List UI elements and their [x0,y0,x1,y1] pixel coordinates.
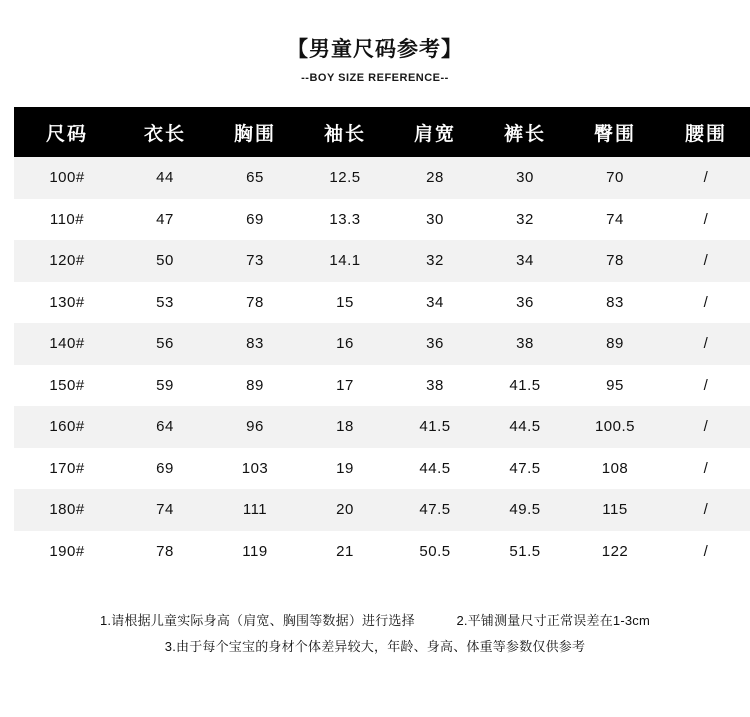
notes-block [0,608,750,660]
cell-pants-length: 47.5 [480,448,570,490]
cell-length: 50 [120,240,210,282]
table-row [14,157,750,199]
note-line-1 [14,608,736,634]
cell-pants-length: 34 [480,240,570,282]
cell-bust: 111 [210,489,300,531]
cell-hip: 89 [570,323,660,365]
note-1-text: 1.请根据儿童实际身高（肩宽、胸围等数据）进行选择 [99,613,415,628]
cell-size: 130# [14,282,120,324]
cell-size: 190# [14,531,120,573]
column-header-length: 衣长 [120,107,210,157]
cell-pants-length: 38 [480,323,570,365]
column-header-sleeve: 袖长 [300,107,390,157]
cell-bust: 103 [210,448,300,490]
cell-size: 140# [14,323,120,365]
table-row [14,282,750,324]
cell-pants-length: 32 [480,199,570,241]
cell-bust: 96 [210,406,300,448]
column-header-hip: 臀围 [570,107,660,157]
cell-length: 64 [120,406,210,448]
cell-size: 100# [14,157,120,199]
cell-waist: / [660,240,750,282]
cell-waist: / [660,448,750,490]
cell-length: 59 [120,365,210,407]
cell-hip: 78 [570,240,660,282]
cell-sleeve: 16 [300,323,390,365]
cell-shoulder: 38 [390,365,480,407]
column-header-bust: 胸围 [210,107,300,157]
note-line-2 [14,634,736,660]
cell-bust: 83 [210,323,300,365]
cell-waist: / [660,489,750,531]
cell-waist: / [660,157,750,199]
cell-shoulder: 50.5 [390,531,480,573]
cell-length: 74 [120,489,210,531]
cell-hip: 115 [570,489,660,531]
cell-bust: 89 [210,365,300,407]
table-body [14,157,750,572]
table-row [14,365,750,407]
column-header-waist: 腰围 [660,107,750,157]
cell-pants-length: 41.5 [480,365,570,407]
cell-hip: 70 [570,157,660,199]
cell-hip: 74 [570,199,660,241]
cell-length: 47 [120,199,210,241]
cell-shoulder: 34 [390,282,480,324]
cell-shoulder: 36 [390,323,480,365]
table-header [14,107,750,157]
cell-sleeve: 18 [300,406,390,448]
cell-shoulder: 28 [390,157,480,199]
cell-hip: 100.5 [570,406,660,448]
table-row [14,531,750,573]
cell-sleeve: 20 [300,489,390,531]
table-row [14,323,750,365]
cell-length: 69 [120,448,210,490]
cell-pants-length: 51.5 [480,531,570,573]
table-header-row [14,107,750,157]
cell-size: 110# [14,199,120,241]
column-header-size: 尺码 [14,107,120,157]
cell-waist: / [660,323,750,365]
title-block [0,0,750,86]
cell-shoulder: 30 [390,199,480,241]
cell-sleeve: 19 [300,448,390,490]
cell-pants-length: 49.5 [480,489,570,531]
table-row [14,448,750,490]
cell-shoulder: 47.5 [390,489,480,531]
column-header-shoulder: 肩宽 [390,107,480,157]
table-row [14,489,750,531]
cell-size: 160# [14,406,120,448]
cell-sleeve: 17 [300,365,390,407]
size-table-wrapper [0,107,750,572]
cell-size: 120# [14,240,120,282]
cell-length: 78 [120,531,210,573]
cell-size: 170# [14,448,120,490]
cell-waist: / [660,406,750,448]
cell-sleeve: 21 [300,531,390,573]
cell-waist: / [660,531,750,573]
cell-hip: 122 [570,531,660,573]
cell-sleeve: 15 [300,282,390,324]
cell-sleeve: 12.5 [300,157,390,199]
cell-pants-length: 44.5 [480,406,570,448]
cell-pants-length: 30 [480,157,570,199]
cell-bust: 69 [210,199,300,241]
cell-waist: / [660,282,750,324]
cell-bust: 119 [210,531,300,573]
table-row [14,199,750,241]
cell-hip: 83 [570,282,660,324]
cell-bust: 78 [210,282,300,324]
cell-waist: / [660,199,750,241]
cell-pants-length: 36 [480,282,570,324]
cell-bust: 73 [210,240,300,282]
cell-sleeve: 13.3 [300,199,390,241]
size-table [14,107,750,572]
note-3-text: 3.由于每个宝宝的身材个体差异较大，年龄、身高、体重等参数仅供参考 [164,639,586,654]
cell-shoulder: 32 [390,240,480,282]
cell-length: 44 [120,157,210,199]
cell-shoulder: 44.5 [390,448,480,490]
cell-size: 180# [14,489,120,531]
table-row [14,240,750,282]
cell-size: 150# [14,365,120,407]
cell-length: 53 [120,282,210,324]
cell-waist: / [660,365,750,407]
cell-hip: 95 [570,365,660,407]
column-header-pants-length: 裤长 [480,107,570,157]
page-subtitle: --BOY SIZE REFERENCE-- [301,72,449,84]
cell-shoulder: 41.5 [390,406,480,448]
table-row [14,406,750,448]
page-title: 【男童尺码参考】 [287,38,463,61]
note-2-text: 2.平铺测量尺寸正常误差在1-3cm [456,613,651,628]
cell-length: 56 [120,323,210,365]
cell-sleeve: 14.1 [300,240,390,282]
cell-bust: 65 [210,157,300,199]
cell-hip: 108 [570,448,660,490]
